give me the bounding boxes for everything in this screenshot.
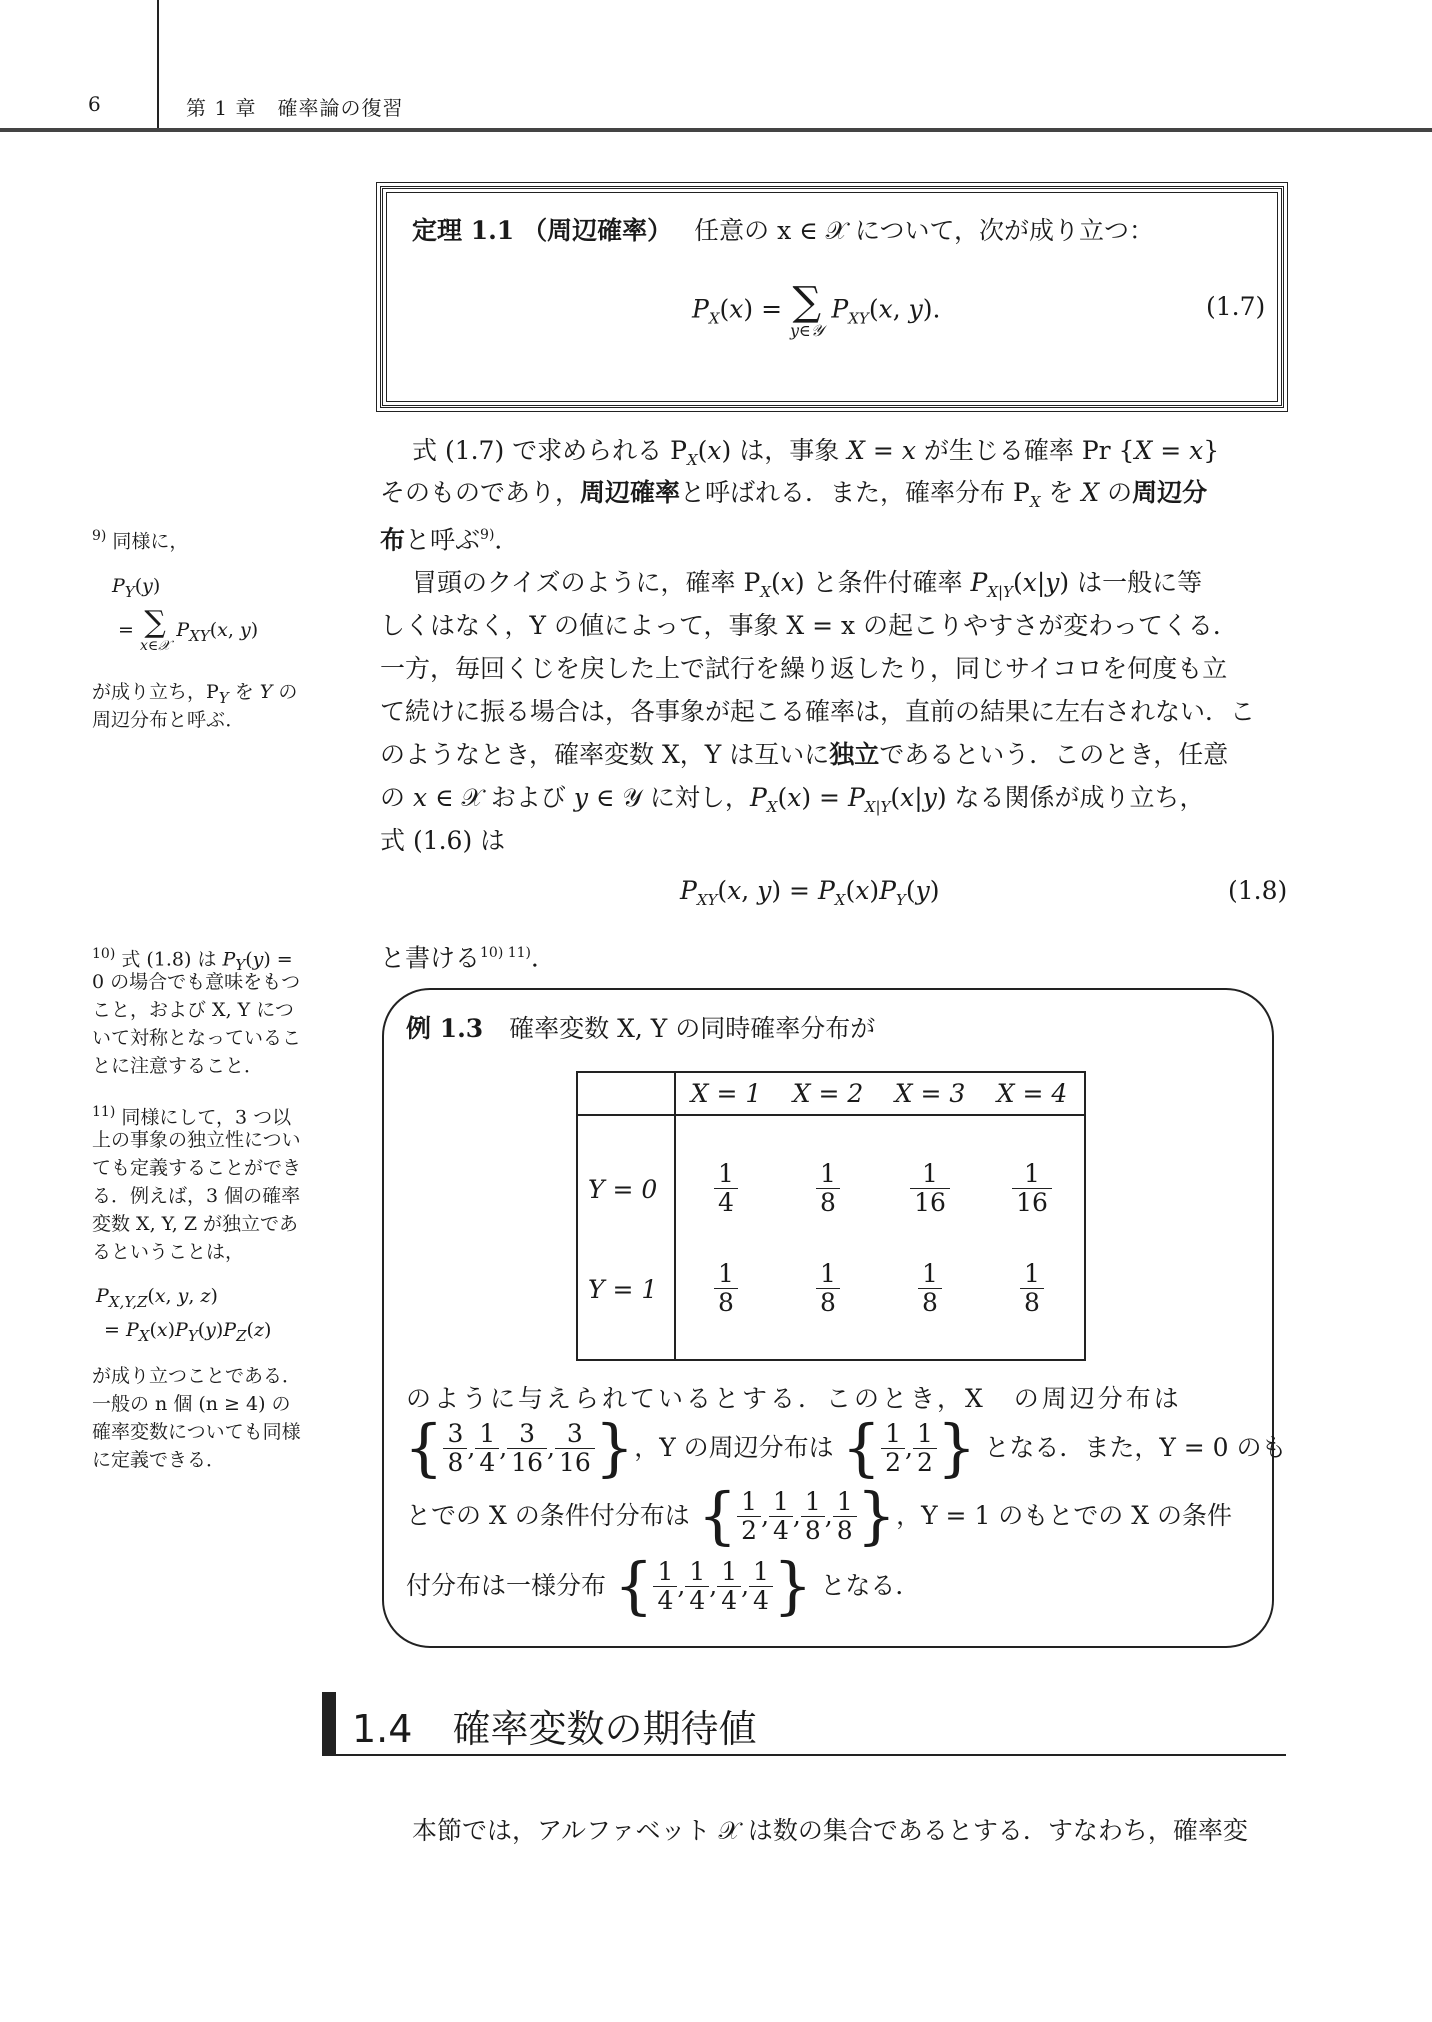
- sidenote-9-after: が成り立ち，$P_Y$ を Y の: [92, 681, 298, 707]
- section-number: 1.4: [352, 1707, 413, 1751]
- table-cell: $\frac{1}{8}$: [686, 1260, 766, 1317]
- sidenote-line: ても定義することができ: [92, 1157, 302, 1179]
- table-cell: $\frac{1}{8}$: [788, 1160, 868, 1217]
- theorem-heading: [412, 210, 1154, 252]
- example-label: 例 1.3: [406, 1014, 484, 1043]
- sidenote-line: 一般の n 個 (n ≥ 4) の: [92, 1393, 291, 1415]
- theorem-label: 定理 1.1: [412, 216, 515, 245]
- table-col-header: X = 2: [792, 1079, 864, 1108]
- table-col-header: X = 1: [690, 1079, 762, 1108]
- body-line: 布と呼ぶ$^{9)}$．: [380, 525, 520, 555]
- section-marker: [322, 1692, 336, 1754]
- example-line: { $\frac{3}{8}$ , $\frac{1}{4}$ , $\frac{3}{16}$ , $\frac{3}{16}$ } ，Y の周辺分布は { $\frac{1}{2}$ , $\frac{1}{2}$ } となる．また，Y = 0 のも: [404, 1411, 1287, 1484]
- body-line: 式 (1.7) で求められる $P_X(x)$ は，事象 X = x が生じる確率 Pr {X = x}: [412, 436, 1220, 469]
- equation-number-1-8: (1.8): [1228, 876, 1288, 905]
- table-cell: $\frac{1}{4}$: [686, 1160, 766, 1217]
- header-divider: [157, 0, 159, 130]
- sidenote-line: に定義できる．: [92, 1449, 226, 1471]
- sidenote-9-formula: = ∑ x∈𝒳 $P_{XY}(x$, y): [118, 605, 259, 654]
- example-intro: 確率変数 X, Y の同時確率分布が: [509, 1014, 876, 1043]
- body-line: そのものであり，周辺確率と呼ばれる．また，確率分布 $P_X$ を X の周辺分: [380, 478, 1208, 511]
- sidenote-11: $^{11)}$ 同様にして，3 つ以: [92, 1104, 292, 1129]
- table-cell: $\frac{1}{8}$: [992, 1260, 1072, 1317]
- equation-1-8: $P_{XY}(x$, $y) = P_X(x)P_Y(y)$: [680, 876, 940, 909]
- sidenote-9-after: 周辺分布と呼ぶ．: [92, 709, 245, 731]
- table-cell: $\frac{1}{8}$: [788, 1260, 868, 1317]
- body-line: しくはなく，Y の値によって，事象 X = x の起こりやすさが変わってくる．: [380, 611, 1238, 640]
- section-rule: [322, 1754, 1286, 1756]
- sidenote-line: が成り立つことである．: [92, 1365, 302, 1387]
- table-col-header: X = 4: [996, 1079, 1068, 1108]
- section-title: 確率変数の期待値: [452, 1707, 757, 1751]
- page-number: 6: [88, 92, 101, 116]
- sidenote-11-lines: [92, 1126, 301, 1266]
- body-line: 冒頭のクイズのように，確率 $P_X(x)$ と条件付確率 $P_{X|Y}(x|y)$ は一般に等: [412, 568, 1203, 601]
- table-cell: $\frac{1}{16}$: [992, 1160, 1072, 1217]
- sidenote-line: とに注意すること．: [92, 1055, 264, 1077]
- sidenote-11-formula: $P_{X,Y,Z}(x$, y, z): [96, 1285, 218, 1311]
- theorem-title: （周辺確率）: [522, 216, 673, 245]
- table-col-header: X = 3: [894, 1079, 966, 1108]
- table-row-header: Y = 1: [588, 1275, 658, 1304]
- sidenote-line: こと，および X, Y につ: [92, 999, 294, 1021]
- sidenote-line: るということは，: [92, 1241, 245, 1263]
- sidenote-line: いて対称となっているこ: [92, 1027, 302, 1049]
- sidenote-11-after: [92, 1362, 301, 1474]
- sidenote-line: 変数 X, Y, Z が独立であ: [92, 1213, 299, 1235]
- section-heading: [352, 1698, 757, 1753]
- body-line: 本節では，アルファベット 𝒳 は数の集合であるとする．すなわち，確率変: [412, 1816, 1248, 1845]
- sidenote-line: 確率変数についても同様: [92, 1421, 301, 1443]
- sidenote-line: 上の事象の独立性につい: [92, 1129, 301, 1151]
- sidenote-11-formula: = $P_X(x)P_Y(y)P_Z(z)$: [104, 1319, 272, 1345]
- body-line: て続けに振る場合は，各事象が起こる確率は，直前の結果に左右されない．こ: [380, 697, 1256, 726]
- example-line: のように与えられているとする．このとき，X の周辺分布は: [406, 1384, 1182, 1413]
- body-line: 一方，毎回くじを戻した上で試行を繰り返したり，同じサイコロを何度も立: [380, 654, 1228, 683]
- chapter-title: 第 1 章 確率論の復習: [186, 96, 404, 120]
- header-rule: [0, 128, 1432, 132]
- theorem-statement: 任意の x ∈ 𝒳 について，次が成り立つ：: [694, 216, 1155, 245]
- sidenote-10-lines: [92, 968, 301, 1080]
- table-row-header: Y = 0: [588, 1175, 658, 1204]
- sidenote-9: $^{9)}$ 同様に，: [92, 528, 189, 553]
- sidenote-9-formula: $P_Y(y)$: [112, 575, 161, 601]
- theorem-formula: $P_X(x)$ = ∑ y∈𝒴 $P_{XY}(x$, y).: [692, 279, 941, 340]
- example-line: とでの X の条件付分布は { $\frac{1}{2}$ , $\frac{1}{4}$ , $\frac{1}{8}$ , $\frac{1}{8}$ } ，Y = 1 のもとでの X の条件: [406, 1479, 1232, 1552]
- table-cell: $\frac{1}{16}$: [890, 1160, 970, 1217]
- example-heading: [406, 1008, 875, 1050]
- sidenote-line: 0 の場合でも意味をもつ: [92, 971, 301, 993]
- body-line: のようなとき，確率変数 X，Y は互いに独立であるという．このとき，任意: [380, 740, 1229, 769]
- body-line: と書ける$^{10) 11)}$．: [380, 943, 557, 973]
- body-line: の x ∈ 𝒳 および y ∈ 𝒴 に対し，$P_X(x) = P_{X|Y}(x|y)$ なる関係が成り立ち，: [380, 783, 1205, 816]
- table-cell: $\frac{1}{8}$: [890, 1260, 970, 1317]
- equation-number-1-7: (1.7): [1206, 292, 1266, 321]
- sidenote-10: $^{10)}$ 式 (1.8) は $P_Y(y)$ =: [92, 946, 293, 975]
- body-line: 式 (1.6) は: [380, 826, 506, 855]
- sidenote-line: る．例えば，3 個の確率: [92, 1185, 301, 1207]
- example-line: 付分布は一様分布 { $\frac{1}{4}$ , $\frac{1}{4}$ , $\frac{1}{4}$ , $\frac{1}{4}$ } となる．: [406, 1549, 921, 1622]
